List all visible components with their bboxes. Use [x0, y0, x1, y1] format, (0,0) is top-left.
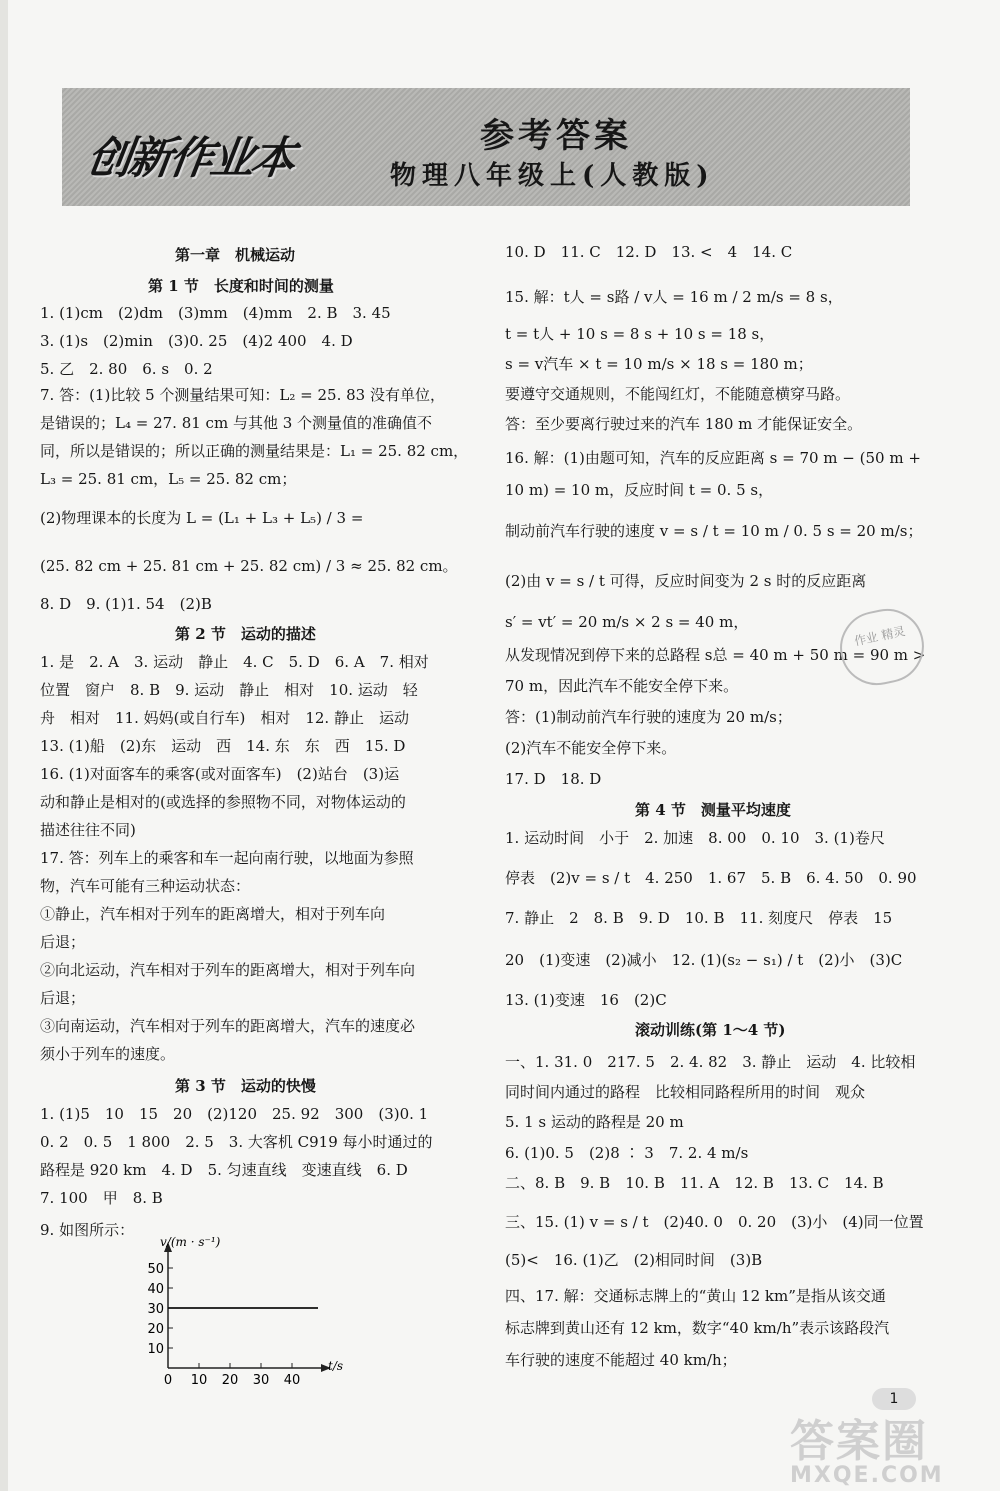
watermark-line2: MXQE.COM	[790, 1463, 944, 1488]
answer-line: 后退；	[40, 933, 86, 951]
answer-line: 0. 2 0. 5 1 800 2. 5 3. 大客机 C919 每小时通过的	[40, 1133, 433, 1151]
y-tick-label: 40	[147, 1282, 164, 1297]
answer-line: ②向北运动，汽车相对于列车的距离增大，相对于列车向	[40, 961, 416, 979]
answer-line: 物，汽车可能有三种运动状态：	[40, 877, 251, 895]
answer-line: 须小于列车的速度。	[40, 1045, 176, 1063]
watermark	[790, 1405, 990, 1487]
answer-line: 7. 答：(1)比较 5 个测量结果可知：L₂ = 25. 83 没有单位，	[40, 386, 445, 404]
answer-line: (25. 82 cm + 25. 81 cm + 25. 82 cm) / 3 ≈ 25. 82 cm。	[40, 557, 458, 575]
answer-line: 15. 解：t人 = s路 / v人 = 16 m / 2 m/s = 8 s，	[505, 288, 843, 306]
answer-line: 16. 解：(1)由题可知，汽车的反应距离 s = 70 m − (50 m +	[505, 449, 921, 467]
section-heading: 第一章 机械运动	[175, 246, 296, 264]
answer-line: 7. 静止 2 8. B 9. D 10. B 11. 刻度尺 停表 15	[505, 909, 893, 927]
answer-line: 1. (1)5 10 15 20 (2)120 25. 92 300 (3)0. 1	[40, 1105, 429, 1123]
x-axis-label: t/s	[328, 1359, 344, 1373]
answer-line: 13. (1)变速 16 (2)C	[505, 991, 667, 1009]
page-title: 参考答案	[480, 116, 632, 156]
answer-line: 17. 答：列车上的乘客和车一起向南行驶，以地面为参照	[40, 849, 414, 867]
section-heading: 滚动训练(第 1～4 节)	[635, 1021, 786, 1039]
answer-line: 舟 相对 11. 妈妈(或自行车) 相对 12. 静止 运动	[40, 709, 409, 727]
stamp-seal	[833, 602, 931, 692]
answer-line: ①静止，汽车相对于列车的距离增大，相对于列车向	[40, 905, 386, 923]
answer-line: 三、15. (1) v = s / t (2)40. 0 0. 20 (3)小 (4)同一位置	[505, 1213, 924, 1231]
page-edge	[0, 0, 8, 1491]
answer-line: 描述往往不同)	[40, 821, 136, 839]
answer-line: 16. (1)对面客车的乘客(或对面客车) (2)站台 (3)运	[40, 765, 400, 783]
answer-line: ③向南运动，汽车相对于列车的距离增大，汽车的速度必	[40, 1017, 416, 1035]
answer-line: s = v汽车 × t = 10 m/s × 18 s = 180 m；	[505, 355, 813, 373]
answer-line: 10 m) = 10 m，反应时间 t = 0. 5 s，	[505, 481, 774, 499]
answer-line: 1. 运动时间 小于 2. 加速 8. 00 0. 10 3. (1)卷尺	[505, 829, 885, 847]
logo: 创新作业本	[83, 133, 296, 184]
answer-line: 10. D 11. C 12. D 13. < 4 14. C	[505, 243, 793, 261]
answer-line: 后退；	[40, 989, 86, 1007]
section-heading: 第 4 节 测量平均速度	[635, 801, 791, 819]
answer-line: L₃ = 25. 81 cm，L₅ = 25. 82 cm；	[40, 470, 297, 488]
section-heading: 第 3 节 运动的快慢	[175, 1077, 316, 1095]
y-tick-label: 20	[147, 1322, 164, 1337]
x-tick-label: 0	[163, 1373, 173, 1388]
answer-line: 13. (1)船 (2)东 运动 西 14. 东 东 西 15. D	[40, 737, 406, 755]
answer-line: (2)汽车不能安全停下来。	[505, 739, 677, 757]
section-heading: 第 1 节 长度和时间的测量	[148, 277, 334, 295]
answer-line: 答：至少要离行驶过来的汽车 180 m 才能保证安全。	[505, 415, 863, 433]
y-tick-label: 10	[147, 1342, 164, 1357]
page-subtitle: 物理八年级上(人教版)	[390, 161, 715, 191]
x-tick-label: 20	[221, 1373, 239, 1388]
answer-line: 路程是 920 km 4. D 5. 匀速直线 变速直线 6. D	[40, 1161, 408, 1179]
answer-line: 制动前汽车行驶的速度 v = s / t = 10 m / 0. 5 s = 20 m/s；	[505, 522, 923, 540]
page-number: 1	[872, 1388, 916, 1410]
y-tick-label: 30	[147, 1302, 164, 1317]
answer-line: 一、1. 31. 0 217. 5 2. 4. 82 3. 静止 运动 4. 比较相	[505, 1053, 916, 1071]
answer-line: 同时间内通过的路程 比较相同路程所用的时间 观众	[505, 1083, 866, 1101]
answer-line: 3. (1)s (2)min (3)0. 25 (4)2 400 4. D	[40, 332, 353, 350]
answer-line: 动和静止是相对的(或选择的参照物不同，对物体运动的	[40, 793, 406, 811]
answer-line: (2)物理课本的长度为 L = (L₁ + L₃ + L₅) / 3 =	[40, 509, 364, 527]
answer-line: 同，所以是错误的；所以正确的测量结果是：L₁ = 25. 82 cm，	[40, 442, 469, 460]
x-tick-label: 40	[283, 1373, 301, 1388]
answer-line: 车行驶的速度不能超过 40 km/h；	[505, 1351, 737, 1369]
answer-line: 1. (1)cm (2)dm (3)mm (4)mm 2. B 3. 45	[40, 304, 391, 322]
answer-line: 1. 是 2. A 3. 运动 静止 4. C 5. D 6. A 7. 相对	[40, 653, 429, 671]
answer-line: 17. D 18. D	[505, 770, 602, 788]
answer-line: 要遵守交通规则，不能闯红灯，不能随意横穿马路。	[505, 385, 851, 403]
x-tick-label: 30	[252, 1373, 270, 1388]
answer-line: 8. D 9. (1)1. 54 (2)B	[40, 595, 212, 613]
answer-line: (5)< 16. (1)乙 (2)相同时间 (3)B	[505, 1251, 763, 1269]
answer-line: s′ = vt′ = 20 m/s × 2 s = 40 m，	[505, 613, 749, 631]
answer-line: 停表 (2)v = s / t 4. 250 1. 67 5. B 6. 4. 50 0. 90	[505, 869, 917, 887]
answer-line: 7. 100 甲 8. B	[40, 1189, 163, 1207]
stamp-text: 作业 精灵	[852, 624, 907, 649]
answer-line: 5. 乙 2. 80 6. s 0. 2	[40, 360, 213, 378]
answer-line: 二、8. B 9. B 10. B 11. A 12. B 13. C 14. B	[505, 1174, 884, 1192]
answer-line: 70 m，因此汽车不能安全停下来。	[505, 677, 739, 695]
answer-line: 6. (1)0. 5 (2)8 ∶ 3 7. 2. 4 m/s	[505, 1144, 749, 1162]
section-heading: 第 2 节 运动的描述	[175, 625, 316, 643]
watermark-line1: 答案圈	[790, 1416, 928, 1467]
answer-line: 四、17. 解：交通标志牌上的“黄山 12 km”是指从该交通	[505, 1287, 886, 1305]
velocity-time-graph	[130, 1230, 344, 1388]
answer-line: 20 (1)变速 (2)减小 12. (1)(s₂ − s₁) / t (2)小 (3)C	[505, 951, 903, 969]
answer-line: 位置 窗户 8. B 9. 运动 静止 相对 10. 运动 轻	[40, 681, 418, 699]
y-axis-label: v/(m · s⁻¹)	[160, 1235, 221, 1249]
answer-line: 是错误的；L₄ = 27. 81 cm 与其他 3 个测量值的准确值不	[40, 414, 433, 432]
answer-line: 标志牌到黄山还有 12 km，数字“40 km/h”表示该路段汽	[505, 1319, 890, 1337]
answer-line: 9. 如图所示：	[40, 1221, 135, 1239]
answer-line: 从发现情况到停下来的总路程 s总 = 40 m + 50 m = 90 m >	[505, 646, 926, 664]
answer-line: (2)由 v = s / t 可得，反应时间变为 2 s 时的反应距离	[505, 572, 867, 590]
answer-line: 5. 1 s 运动的路程是 20 m	[505, 1113, 684, 1131]
answer-line: 答：(1)制动前汽车行驶的速度为 20 m/s；	[505, 708, 792, 726]
y-tick-label: 50	[147, 1262, 164, 1277]
answer-line: t = t人 + 10 s = 8 s + 10 s = 18 s，	[505, 325, 775, 343]
x-tick-label: 10	[190, 1373, 208, 1388]
